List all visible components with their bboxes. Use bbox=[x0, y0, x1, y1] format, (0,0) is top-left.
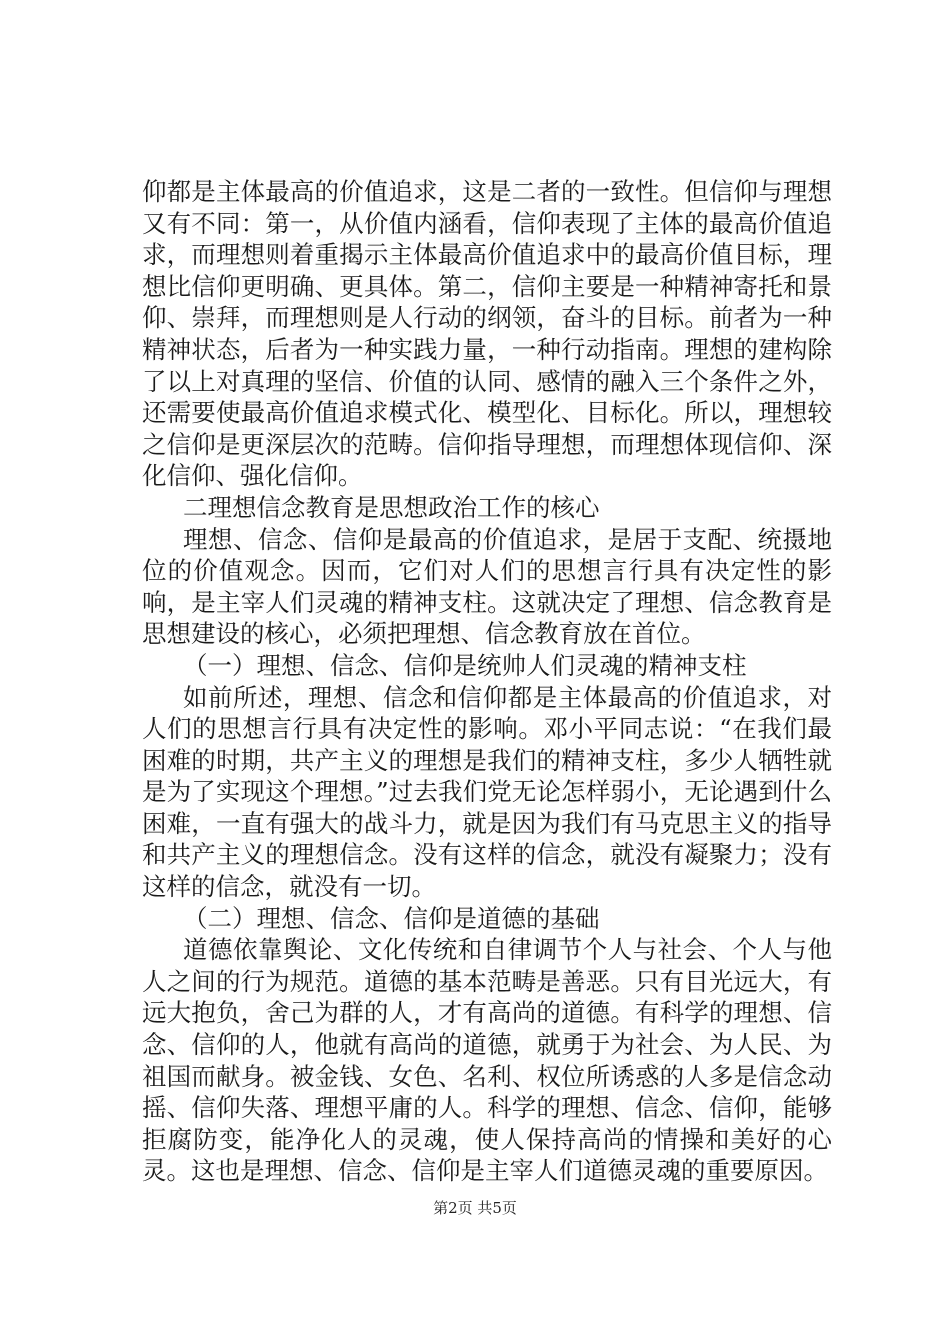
paragraph-continued: 仰都是主体最高的价值追求，这是二者的一致性。但信仰与理想又有不同：第一，从价值内涵看，信仰表现了主体的最高价值追求，而理想则着重揭示主体最高价值追求中的最高价值目标，理想比信仰更明确、更具体。第二，信仰主要是一种精神寄托和景仰、崇拜，而理想则是人行动的纲领，奋斗的目标。前者为一种精神状态，后者为一种实践力量，一种行动指南。理想的建构除了以上对真理的坚信、价值的认同、感情的融入三个条件之外，还需要使最高价值追求模式化、模型化、目标化。所以，理想较之信仰是更深层次的范畴。信仰指导理想，而理想体现信仰、深化信仰、强化信仰。 bbox=[142, 177, 832, 491]
section-heading-2: 二理想信念教育是思想政治工作的核心 bbox=[183, 492, 600, 522]
page-number-indicator: 第2页 共5页 bbox=[433, 1199, 517, 1217]
paragraph-subsection-1: 如前所述，理想、信念和信仰都是主体最高的价值追求，对人们的思想言行具有决定性的影响。邓小平同志说：“在我们最困难的时期，共产主义的理想是我们的精神支柱，多少人牺牲就是为了实现这个理想。”过去我们党无论怎样弱小，无论遇到什么困难，一直有强大的战斗力，就是因为我们有马克思主义的指导和共产主义的理想信念。没有这样的信念，就没有凝聚力；没有这样的信念，就没有一切。 bbox=[142, 682, 832, 902]
paragraph-section-2: 理想、信念、信仰是最高的价值追求，是居于支配、统摄地位的价值观念。因而，它们对人们的思想言行具有决定性的影响，是主宰人们灵魂的精神支柱。这就决定了理想、信念教育是思想建设的核心，必须把理想、信念教育放在首位。 bbox=[142, 524, 832, 649]
page-footer bbox=[0, 1198, 950, 1218]
subsection-heading-2: （二）理想、信念、信仰是道德的基础 bbox=[183, 903, 600, 933]
document-body bbox=[142, 176, 832, 1187]
paragraph-subsection-2: 道德依靠舆论、文化传统和自律调节个人与社会、个人与他人之间的行为规范。道德的基本范畴是善恶。只有目光远大，有远大抱负，舍己为群的人，才有高尚的道德。有科学的理想、信念、信仰的人，他就有高尚的道德，就勇于为社会、为人民、为祖国而献身。被金钱、女色、名利、权位所诱惑的人多是信念动摇、信仰失落、理想平庸的人。科学的理想、信念、信仰，能够拒腐防变，能净化人的灵魂，使人保持高尚的情操和美好的心灵。这也是理想、信念、信仰是主宰人们道德灵魂的重要原因。 bbox=[142, 935, 832, 1186]
subsection-heading-1: （一）理想、信念、信仰是统帅人们灵魂的精神支柱 bbox=[183, 650, 747, 680]
